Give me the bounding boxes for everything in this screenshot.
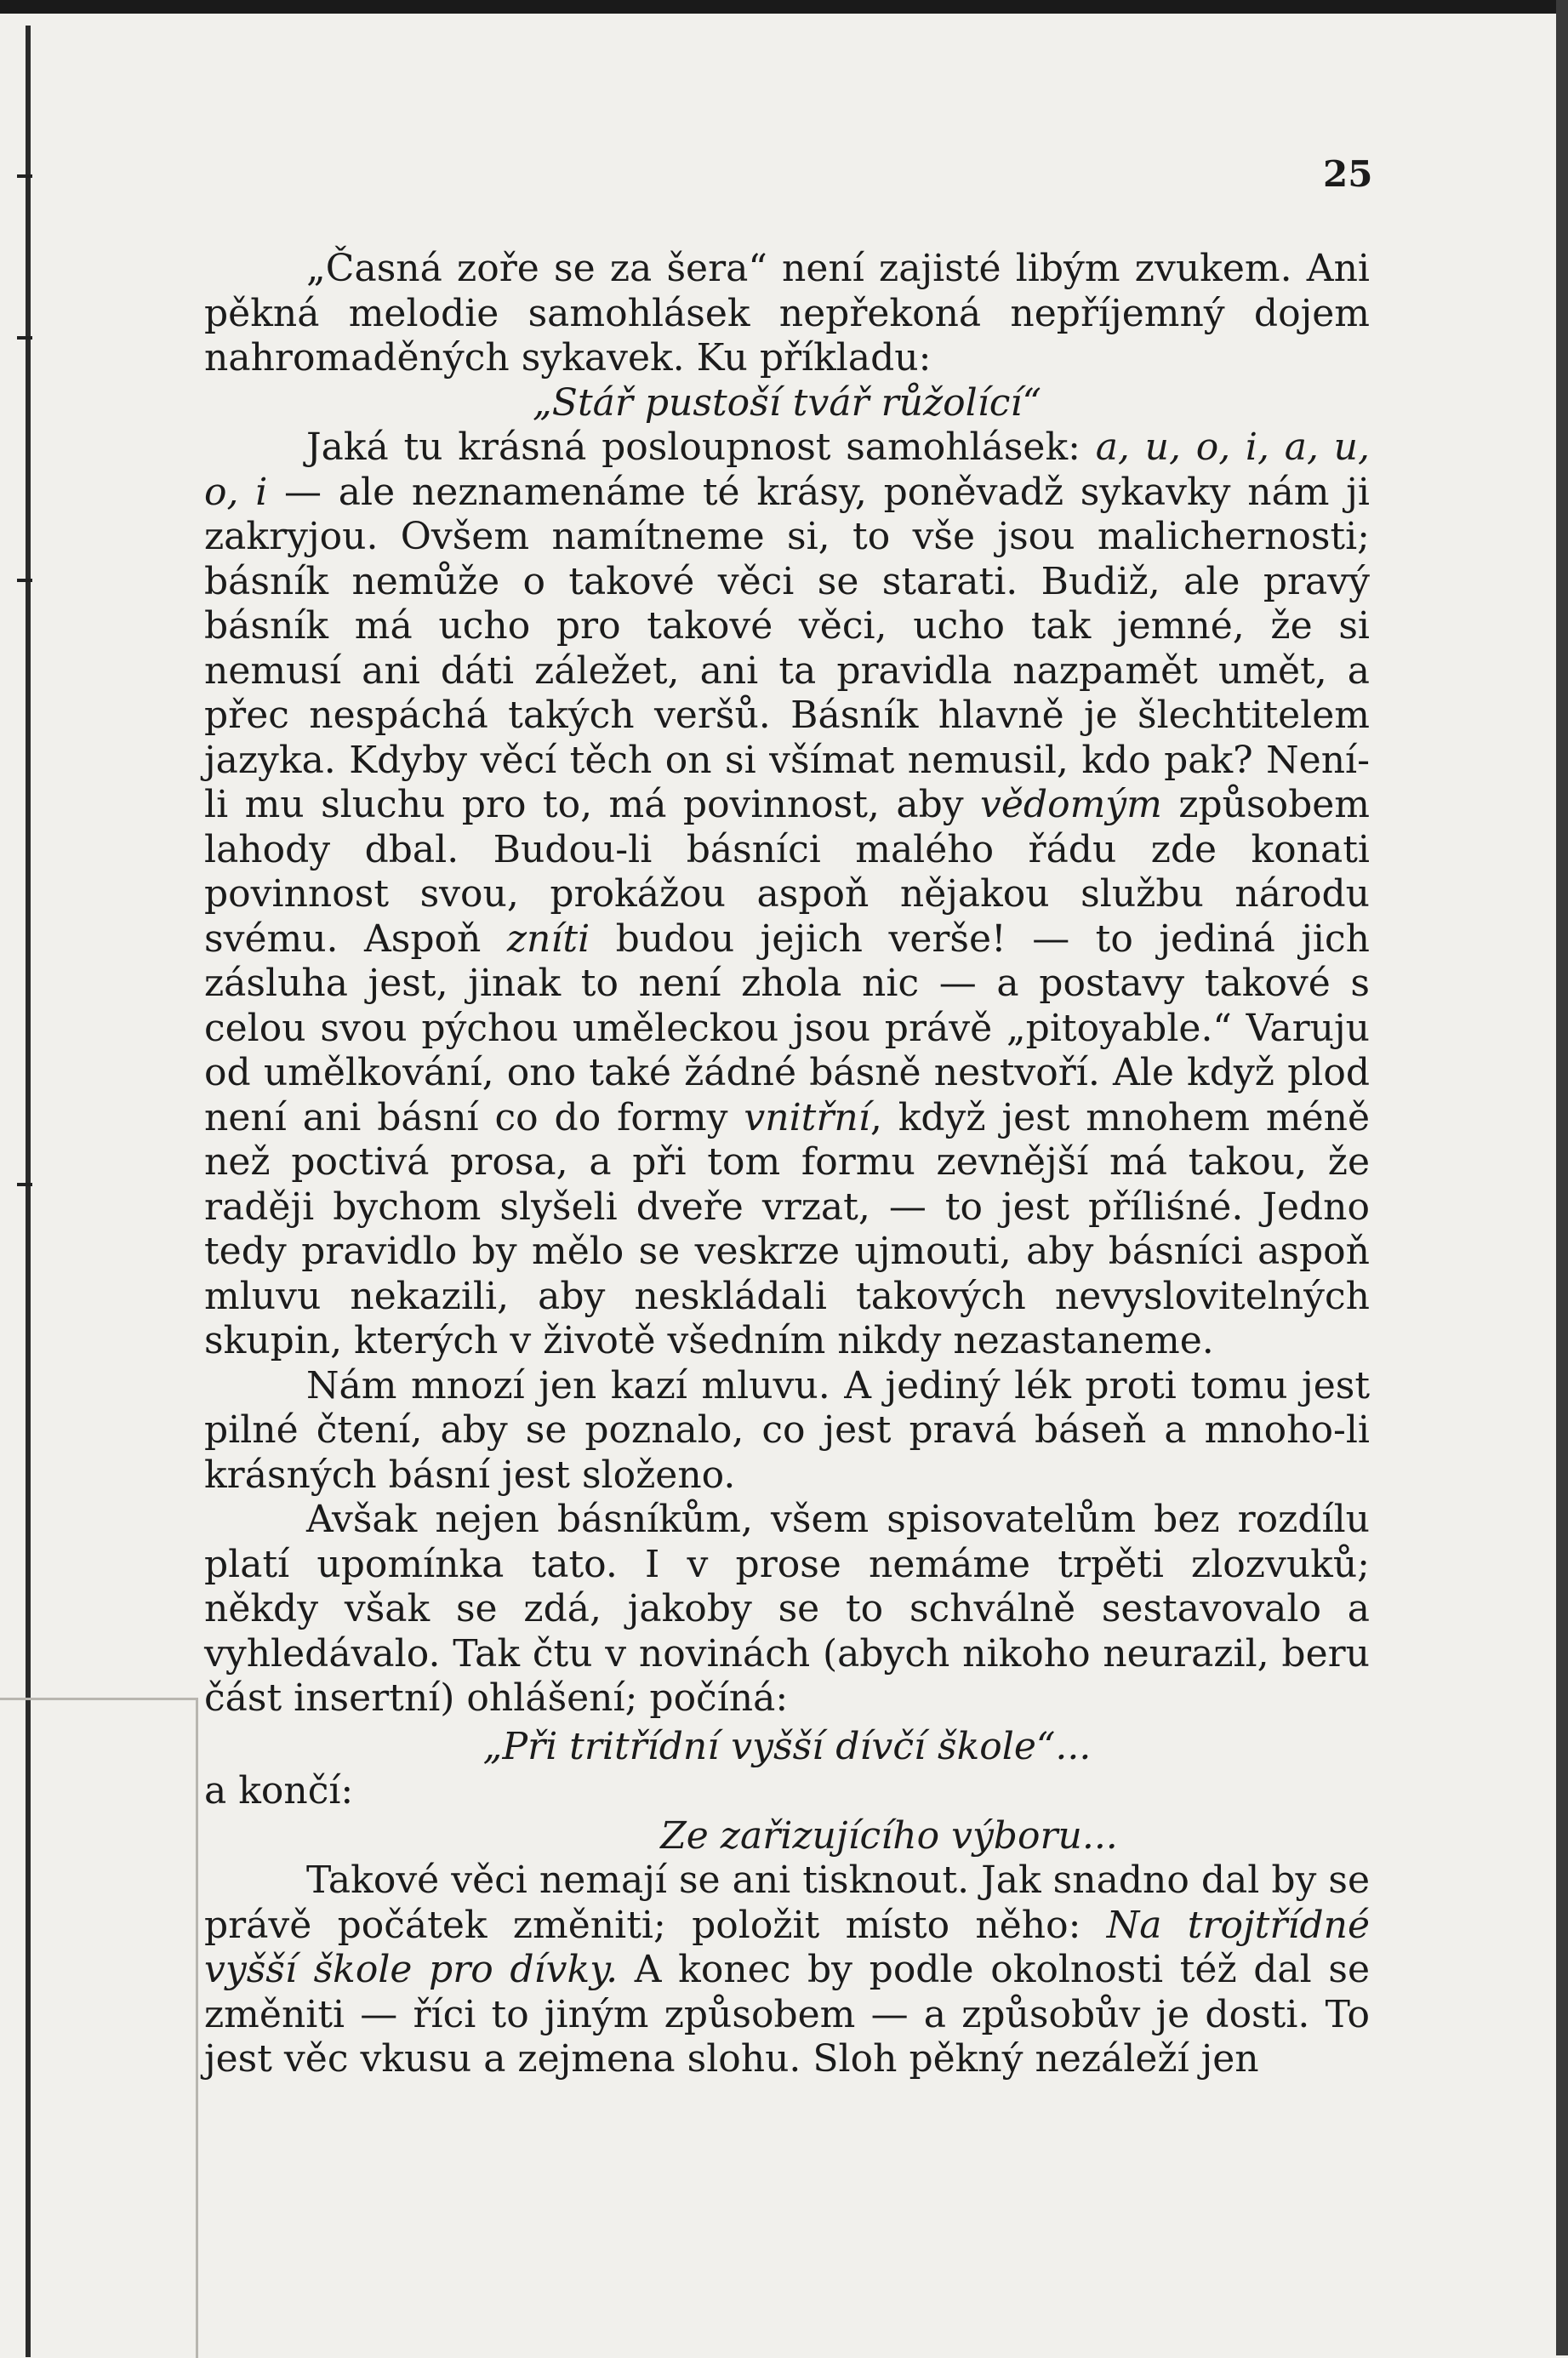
paragraph-2-text: budou jejich verše! — to jediná jich zásluha jest, jinak to není zhola nic — a postavy takové s celou svou pýchou uměleckou jsou právě „pitoyable.“ Varuju od umělkování, ono také žádné básně nestvoří. Ale když plod není ani básní co do formy — [204, 916, 1370, 1139]
paragraph-2-text: způsobem lahody dbal. Budou-li básníci malého řádu zde konati povinnost svou, prokážou aspoň nějakou službu národu svému. Aspoň — [204, 783, 1371, 961]
paragraph-5-text: A konec by podle okolnosti též dal se změniti — říci to jiným způsobem — a způsobův je dosti. To jest věc vkusu a zejmena slohu. Sloh pěkný nezáleží jen — [204, 1948, 1370, 2081]
binding-mark — [17, 579, 32, 582]
page-tab-notch — [0, 1698, 198, 2358]
paragraph-5-text: Takové věci nemají se ani tisknout. Jak snadno dal by se právě počátek změniti; položit místo něho: — [204, 1858, 1370, 1947]
emphasis-vedomym: vědomým — [980, 783, 1162, 826]
paragraph-1: „Časná zoře se za šera“ není zajisté libým zvukem. Ani pěkná melodie samohlásek nepřekoná nepříjemný dojem nahromaděných sykavek. Ku příkladu: — [204, 247, 1370, 380]
binding-mark — [17, 336, 32, 340]
emphasis-suggestion: Na trojtřídné vyšší škole pro dívky. — [204, 1903, 1370, 1991]
body-text — [204, 247, 1370, 2082]
paragraph-3: Nám mnozí jen kazí mluvu. A jediný lék proti tomu jest pilné čtení, aby se poznalo, co jest pravá báseň a mnoho-li krásných básní jest složeno. — [204, 1363, 1370, 1497]
verse-example-2: „Při tritřídní vyšší dívčí škole“... — [482, 1724, 1092, 1768]
paragraph-2-text: Jaká tu krásná posloupnost samohlásek: — [306, 425, 1096, 469]
verse-example-1: „Stář pustoší tvář růžolící“ — [533, 380, 1041, 425]
page-number: 25 — [1323, 153, 1373, 195]
paragraph-4: Avšak nejen básníkům, všem spisovatelům bez rozdílu platí upomínka tato. I v prose nemáme trpěti zlozvuků; někdy však se zdá, jakoby se to schválně sestavovalo a vyhledávalo. Tak čtu v novinách (abych nikoho neurazil, beru část insertní) ohlášení; počíná: — [204, 1498, 1370, 1720]
paragraph-2-text: — ale neznamenáme té krásy, poněvadž sykavky nám ji zakryjou. Ovšem namítneme si, to vše jsou malichernosti; básník nemůže o takové věci se starati. Budiž, ale pravý básník má ucho pro takové věci, ucho tak jemné, že si nemusí ani dáti záležet, ani ta pravidla nazpamět umět, a přec nespáchá takých veršů. Básník hlavně je šlechtitelem jazyka. Kdyby věcí těch on si všímat nemusil, kdo pak? Není-li mu sluchu pro to, má povinnost, aby — [204, 470, 1370, 826]
emphasis-vnitrni: vnitřní — [744, 1095, 870, 1139]
paragraph-2 — [204, 425, 1370, 1364]
right-edge-shadow — [1556, 0, 1568, 2355]
ends-label: a končí: — [204, 1769, 354, 1813]
binding-mark — [17, 174, 32, 178]
paragraph-2-text: , když jest mnohem méně než poctivá prosa, a při tom formu zevnější má takou, že raději bychom slyšeli dveře vrzat, — to jest příliśné. Jedno tedy pravidlo by mělo se veskrze ujmouti, aby básníci aspoň mluvu nekazili, aby neskládali takových nevyslovitelných skupin, kterých v životě všedním nikdy nezastaneme. — [204, 1095, 1370, 1362]
emphasis-zniti: zníti — [506, 916, 590, 961]
paragraph-5 — [204, 1858, 1370, 2082]
verse-example-3: Ze zařizujícího výboru... — [660, 1813, 1118, 1858]
top-edge-shadow — [0, 0, 1568, 14]
vowel-sequence: a, u, o, i, a, u, o, i — [204, 425, 1370, 514]
binding-mark — [17, 1183, 32, 1186]
